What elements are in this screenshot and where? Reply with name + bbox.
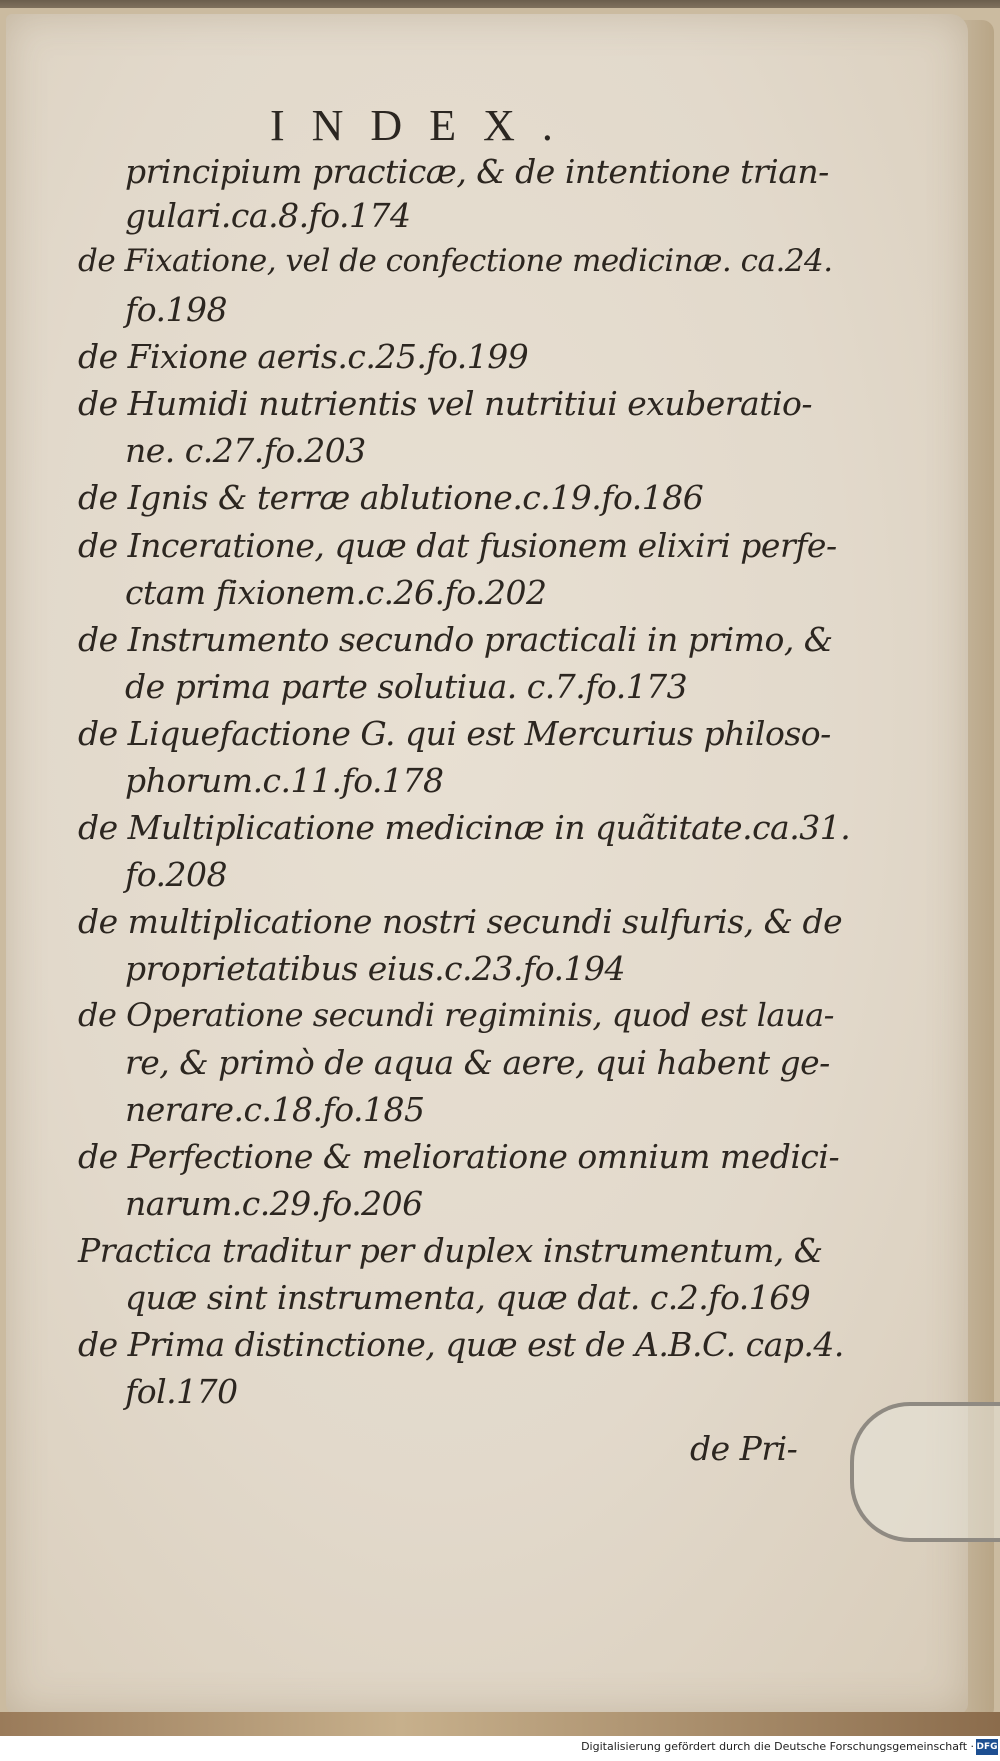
catchword: de Pri-	[690, 1429, 798, 1468]
index-line: re, & primò de aqua & aere, qui habent ge-	[125, 1043, 830, 1082]
index-line: de Ignis & terræ ablutione.c.19.fo.186	[78, 478, 704, 517]
index-line: de Fixatione, vel de confectione medicinæ. ca.24.	[78, 243, 833, 279]
index-line: principium practicæ, & de intentione trian-	[125, 152, 829, 191]
index-line: fol.170	[125, 1372, 238, 1411]
index-line: de Perfectione & melioratione omnium medici-	[78, 1137, 840, 1176]
index-line: fo.198	[125, 290, 227, 329]
index-line: ctam fixionem.c.26.fo.202	[125, 573, 547, 612]
page-clip	[850, 1402, 1000, 1542]
index-line: de Instrumento secundo practicali in primo, &	[78, 620, 833, 659]
index-line: de Multiplicatione medicinæ in quãtitate.ca.31.	[78, 808, 851, 847]
dfg-logo: DFG	[976, 1739, 998, 1755]
index-line: de Liquefactione G. qui est Mercurius philoso-	[78, 714, 831, 753]
index-line: de Prima distinctione, quæ est de A.B.C. cap.4.	[78, 1325, 844, 1364]
index-line: nerare.c.18.fo.185	[125, 1090, 425, 1129]
index-line: phorum.c.11.fo.178	[125, 761, 444, 800]
index-line: de Fixione aeris.c.25.fo.199	[78, 337, 529, 376]
index-line: gulari.ca.8.fo.174	[125, 196, 411, 235]
index-line: fo.208	[125, 855, 227, 894]
index-line: de Operatione secundi regiminis, quod est laua-	[78, 996, 834, 1034]
index-line: de Humidi nutrientis vel nutritiui exuberatio-	[78, 384, 813, 423]
footer-credit: Digitalisierung gefördert durch die Deutsche Forschungsgemeinschaft ·	[581, 1740, 974, 1753]
index-line: narum.c.29.fo.206	[125, 1184, 423, 1223]
index-line: de prima parte solutiua. c.7.fo.173	[125, 667, 688, 706]
index-line: quæ sint instrumenta, quæ dat. c.2.fo.169	[125, 1278, 811, 1317]
index-line: de Inceratione, quæ dat fusionem elixiri perfe-	[78, 526, 837, 565]
index-line: de multiplicatione nostri secundi sulfuris, & de	[78, 902, 843, 941]
index-line: ne. c.27.fo.203	[125, 431, 366, 470]
book-bottom-edge	[0, 1712, 1000, 1736]
index-line: proprietatibus eius.c.23.fo.194	[125, 949, 625, 988]
page-heading: INDEX.	[270, 101, 580, 150]
index-line: Practica traditur per duplex instrumentum, &	[78, 1231, 823, 1270]
digitization-footer	[0, 1736, 1000, 1761]
